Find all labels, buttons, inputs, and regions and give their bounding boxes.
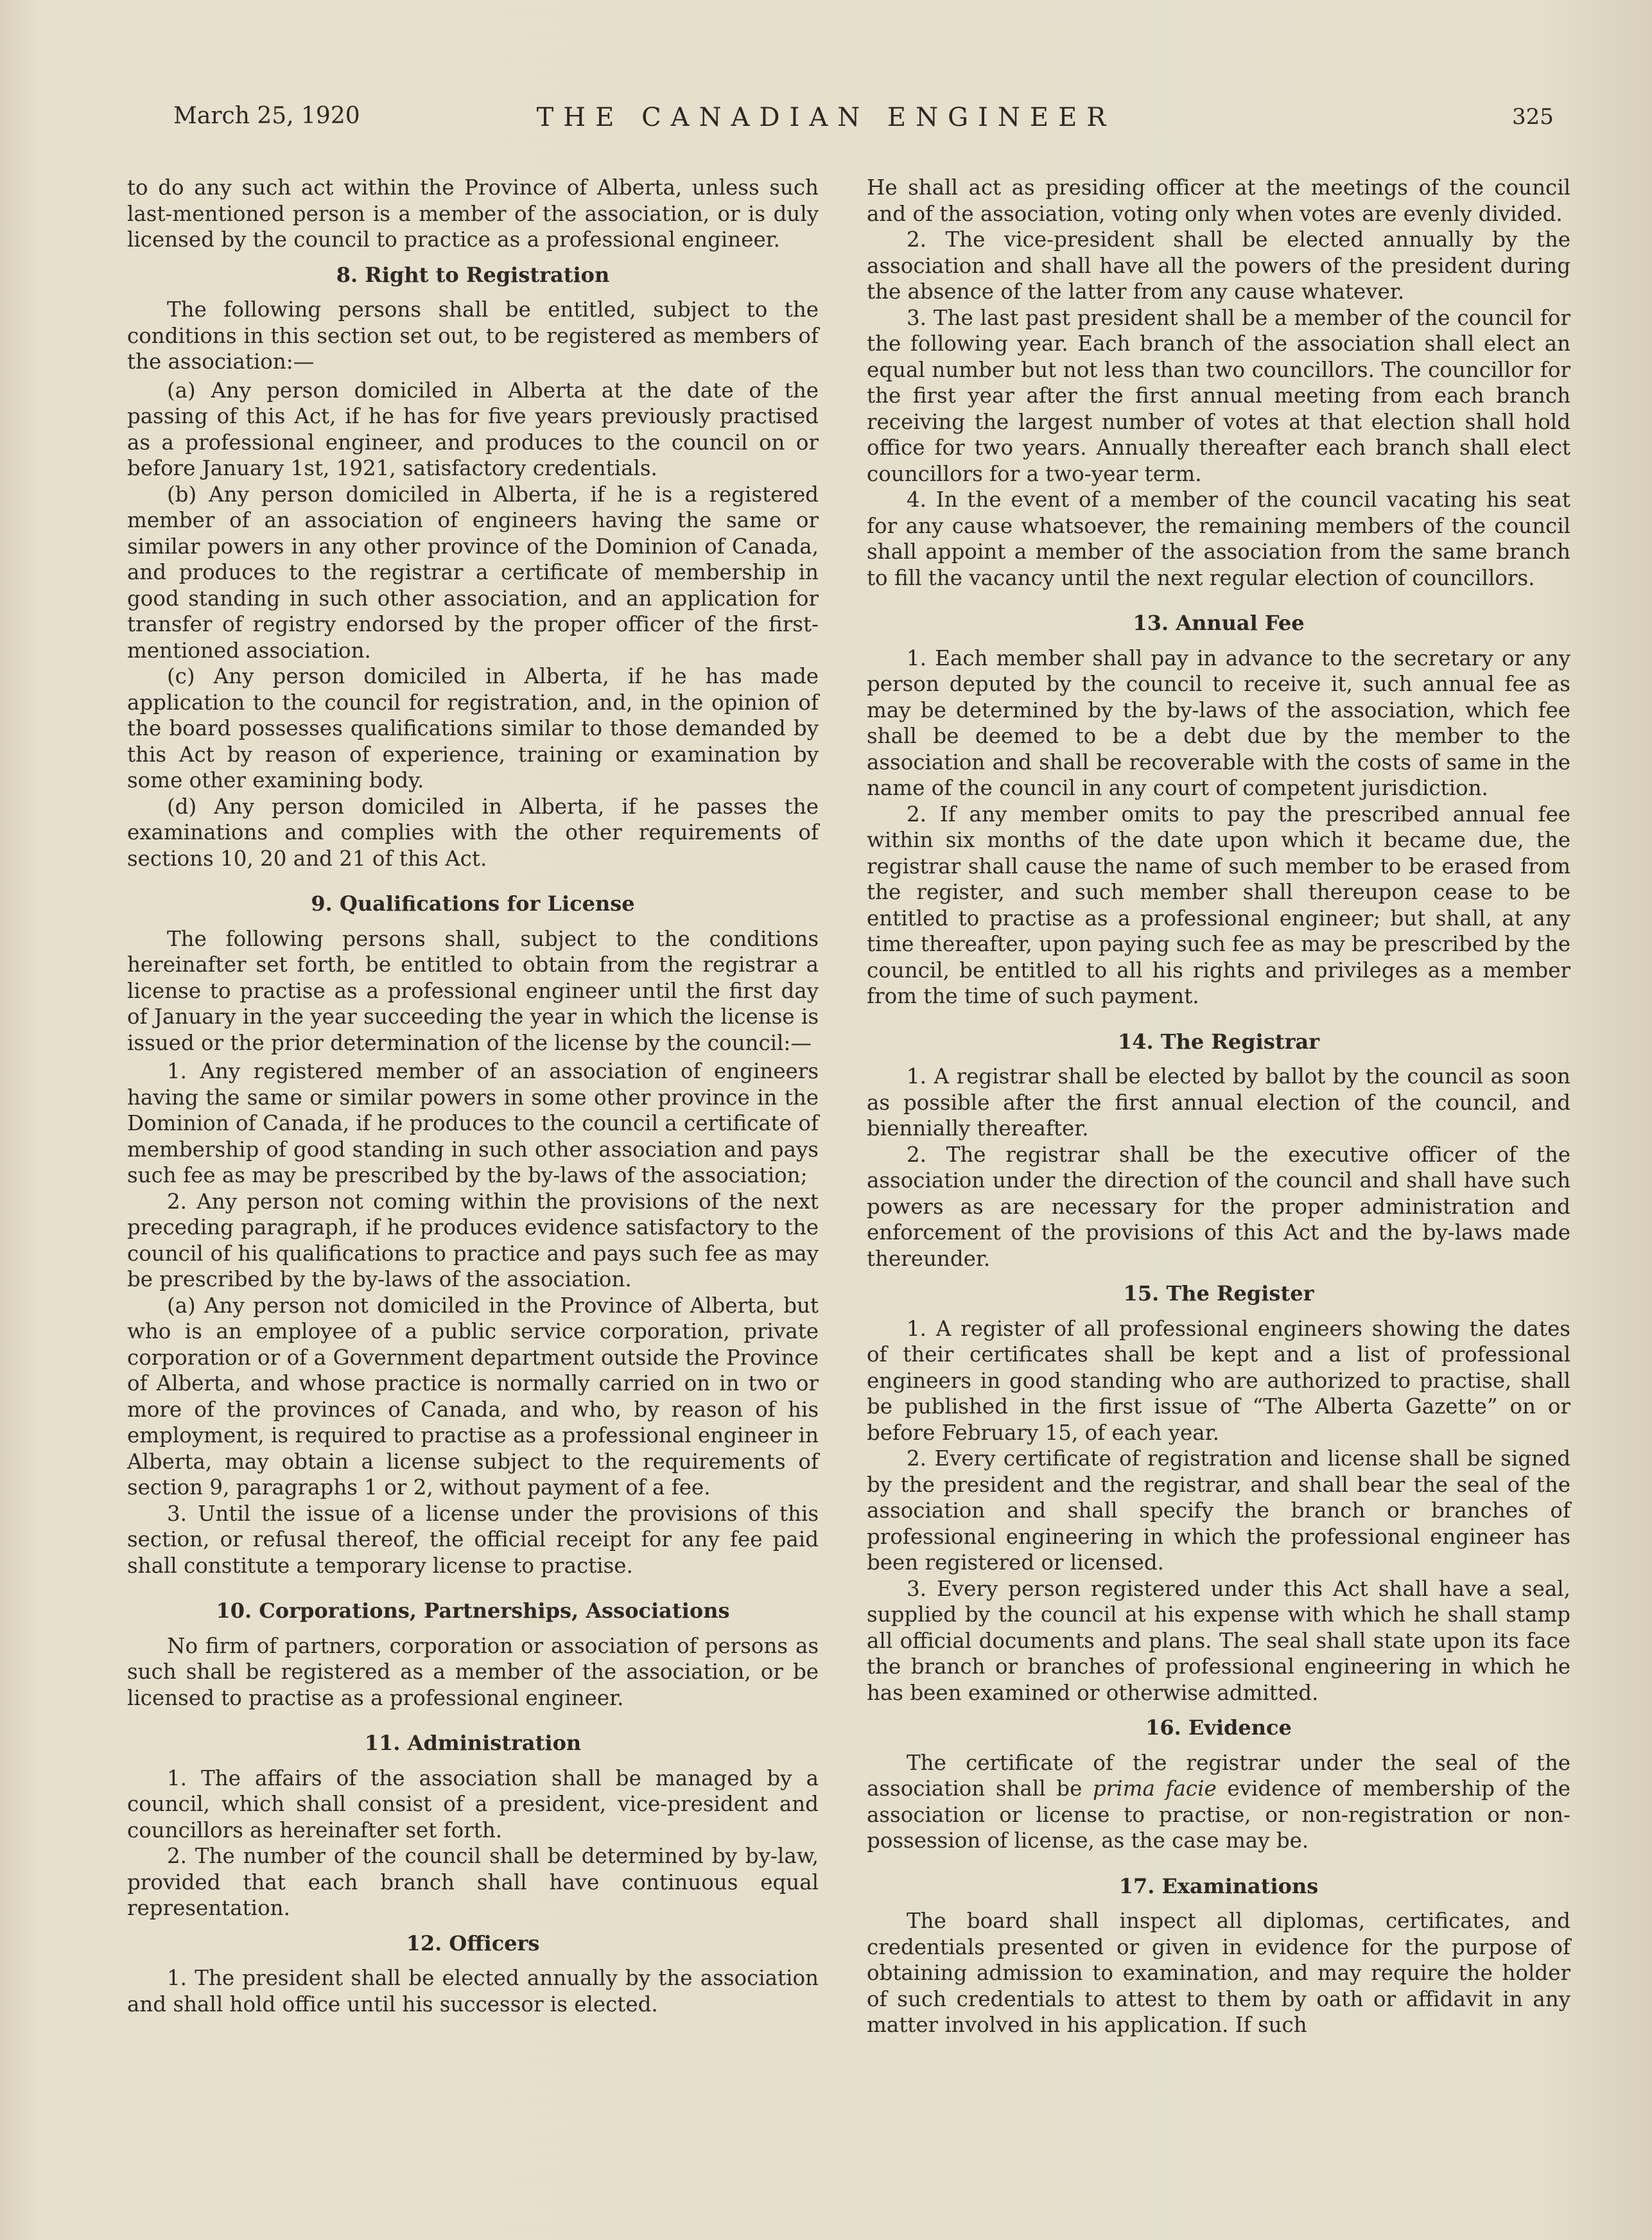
- paragraph: He shall act as presiding officer at the meetings of the council and of the association, voting only when votes are evenly divided.: [867, 175, 1570, 226]
- paragraph: The board shall inspect all diplomas, certificates, and credentials presented or given in evidence for the purpose of obtaining admission to examination, and may require the holder of such credentials to attest to them by oath or affidavit in any matter involved in his application. If such: [867, 1909, 1570, 2037]
- paragraph: 2. The number of the council shall be determined by by-law, provided that each branch shall have continuous equal representation.: [127, 1844, 819, 1920]
- paragraph: 3. The last past president shall be a member of the council for the following year. Each branch of the association shall elect an equal number but not less than two councillors. The councillor for the first year after the first annual meeting from each branch receiving the largest number of votes at that election shall hold office for two years. Annually thereafter each branch shall elect councillors for a two-year term.: [867, 305, 1570, 486]
- issue-date: March 25, 1920: [173, 103, 360, 129]
- page-header: [0, 103, 1652, 141]
- paragraph: (a) Any person not domiciled in the Province of Alberta, but who is an employee of a public service corporation, private corporation or of a Government department outside the Province of Alberta, and whose practice is normally carried on in two or more of the provinces of Canada, and who, by reason of his employment, is required to practise as a professional engineer in Alberta, may obtain a license subject to the requirements of section 9, paragraphs 1 or 2, without payment of a fee.: [127, 1293, 819, 1500]
- paragraph: 2. If any member omits to pay the prescribed annual fee within six months of the date upon which it became due, the registrar shall cause the name of such member to be erased from the register, and such member shall thereupon cease to be entitled to practise as a professional engineer; but shall, at any time thereafter, upon paying such fee as may be prescribed by the council, be entitled to all his rights and privileges as a member from the time of such payment.: [867, 801, 1570, 1008]
- paragraph: (c) Any person domiciled in Alberta, if he has made application to the council for registration, and, in the opinion of the board possesses qualifications similar to those demanded by this Act by reason of experience, training or examination by some other examining body.: [127, 664, 819, 792]
- left-column: [127, 175, 819, 2017]
- section-heading: 10. Corporations, Partnerships, Associations: [216, 1598, 730, 1623]
- section-heading: 13. Annual Fee: [1133, 611, 1305, 635]
- paragraph: 2. The registrar shall be the executive officer of the association under the direction of the council and shall have such powers as are necessary for the proper administration and enforcement of the provisions of this Act and the by-laws made thereunder.: [867, 1142, 1570, 1271]
- italic-phrase: prima facie: [1092, 1776, 1217, 1801]
- journal-title: THE CANADIAN ENGINEER: [536, 103, 1116, 132]
- paragraph: 1. A register of all professional engineers showing the dates of their certificates shall be kept and a list of professional engineers in good standing who are authorized to practise, shall be published in the first issue of “The Alberta Gazette” on or before February 15, of each year.: [867, 1316, 1570, 1445]
- page-number: 325: [1512, 104, 1554, 130]
- right-column: [867, 175, 1570, 2038]
- paragraph: The following persons shall, subject to the conditions hereinafter set forth, be entitled to obtain from the registrar a license to practise as a professional engineer until the first day of January in the year succeeding the year in which the license is issued or the prior determination of the license by the council:—: [127, 926, 819, 1055]
- paragraph: (d) Any person domiciled in Alberta, if he passes the examinations and complies with the other requirements of sections 10, 20 and 21 of this Act.: [127, 794, 819, 871]
- paragraph: 3. Every person registered under this Act shall have a seal, supplied by the council at his expense with which he shall stamp all official documents and plans. The seal shall state upon its face the branch or branches of professional engineering in which he has been examined or otherwise admitted.: [867, 1576, 1570, 1705]
- section-heading: 17. Examinations: [1118, 1873, 1319, 1898]
- paragraph: [867, 1750, 1570, 1854]
- paragraph: 2. Every certificate of registration and license shall be signed by the president and the registrar, and shall bear the seal of the association and shall specify the branch or branches of professional engineering in which the professional engineer has been registered or licensed.: [867, 1446, 1570, 1575]
- paragraph: 1. A registrar shall be elected by ballot by the council as soon as possible after the first annual election of the council, and biennially thereafter.: [867, 1064, 1570, 1141]
- paragraph: (b) Any person domiciled in Alberta, if he is a registered member of an association of engineers having the same or similar powers in any other province of the Dominion of Canada, and produces to the registrar a certificate of membership in good standing in such other association, and an application for transfer of registry endorsed by the proper officer of the first-mentioned association.: [127, 482, 819, 663]
- section-heading: 16. Evidence: [1145, 1715, 1292, 1740]
- paragraph: No firm of partners, corporation or association of persons as such shall be registered as a member of the association, or be licensed to practise as a professional engineer.: [127, 1633, 819, 1710]
- paragraph: 2. Any person not coming within the provisions of the next preceding paragraph, if he produces evidence satisfactory to the council of his qualifications to practice and pays such fee as may be prescribed by the by-laws of the association.: [127, 1189, 819, 1291]
- paragraph: (a) Any person domiciled in Alberta at the date of the passing of this Act, if he has for five years previously practised as a professional engineer, and produces to the council on or before January 1st, 1921, satisfactory credentials.: [127, 378, 819, 480]
- text-run: evidence of membership of the association or license to practise, or non-registration or non-possession of license, as the case may be.: [867, 1776, 1571, 1853]
- section-heading: 11. Administration: [364, 1731, 582, 1755]
- text-run: The certificate of the registrar under the seal of the association shall be: [867, 1750, 1570, 1801]
- section-heading: 15. The Register: [1123, 1281, 1314, 1306]
- section-heading: 14. The Registrar: [1117, 1029, 1320, 1054]
- paragraph: to do any such act within the Province of Alberta, unless such last-mentioned person is a member of the association, or is duly licensed by the council to practice as a professional engineer.: [127, 175, 819, 252]
- paragraph: 1. Any registered member of an association of engineers having the same or similar powers in some other province in the Dominion of Canada, if he produces to the council a certificate of membership of good standing in such other association and pays such fee as may be prescribed by the by-laws of the association;: [127, 1059, 819, 1187]
- paragraph: 1. The president shall be elected annually by the association and shall hold office until his successor is elected.: [127, 1966, 819, 2017]
- paragraph: 2. The vice-president shall be elected annually by the association and shall have all the powers of the president during the absence of the latter from any cause whatever.: [867, 227, 1570, 304]
- section-heading: 12. Officers: [406, 1930, 540, 1956]
- paragraph: 1. Each member shall pay in advance to the secretary or any person deputed by the council to receive it, such annual fee as may be determined by the by-laws of the association, which fee shall be deemed to be a debt due by the member to the association and shall be recoverable with the costs of same in the name of the council in any court of competent jurisdiction.: [867, 645, 1570, 800]
- paragraph: 1. The affairs of the association shall be managed by a council, which shall consist of a president, vice-president and councillors as hereinafter set forth.: [127, 1765, 819, 1842]
- paragraph: 4. In the event of a member of the council vacating his seat for any cause whatsoever, the remaining members of the council shall appoint a member of the association from the same branch to fill the vacancy until the next regular election of councillors.: [867, 487, 1570, 590]
- section-heading: 9. Qualifications for License: [311, 891, 635, 916]
- paragraph: 3. Until the issue of a license under the provisions of this section, or refusal thereof, the official receipt for any fee paid shall constitute a temporary license to practise.: [127, 1501, 819, 1578]
- section-heading: 8. Right to Registration: [336, 262, 610, 287]
- paragraph: The following persons shall be entitled, subject to the conditions in this section set out, to be registered as members of the association:—: [127, 297, 819, 374]
